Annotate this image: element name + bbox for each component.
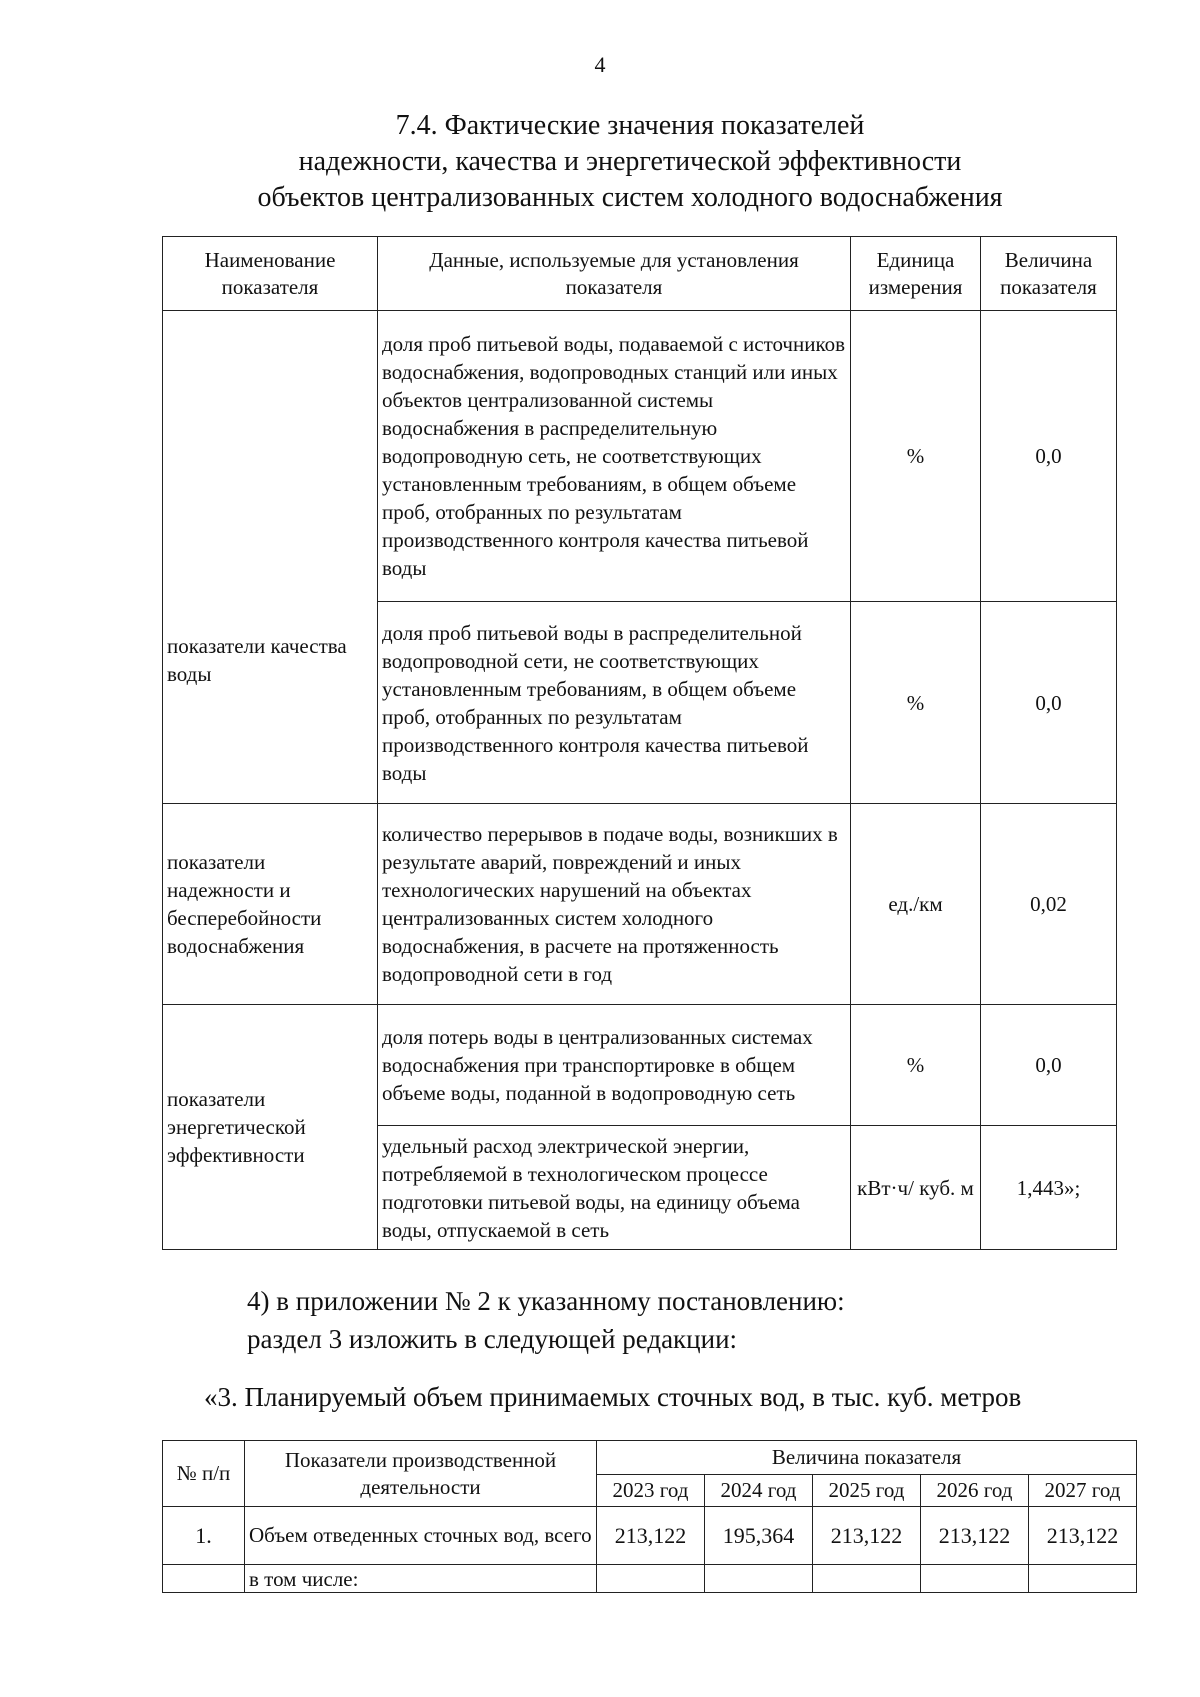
row-unit: %	[851, 1005, 981, 1126]
table-row	[163, 1565, 1137, 1593]
row-value	[921, 1565, 1029, 1593]
row-value: 0,0	[981, 311, 1117, 602]
header-value-group: Величина показателя	[597, 1441, 1137, 1475]
header-year: 2027 год	[1029, 1475, 1137, 1507]
header-year: 2024 год	[705, 1475, 813, 1507]
table-header-row	[163, 237, 1117, 311]
row-description: удельный расход электрической энергии, потребляемой в технологическом процессе подготовки питьевой воды, на единицу объема воды, отпускаемой в сеть	[378, 1126, 851, 1250]
row-value: 0,0	[981, 602, 1117, 804]
header-value: Величина показателя	[981, 237, 1117, 311]
section-title-line: надежности, качества и энергетической эффективности	[298, 146, 962, 177]
section-title	[210, 108, 1050, 216]
section-3-title: «3. Планируемый объем принимаемых сточных вод, в тыс. куб. метров	[204, 1382, 1022, 1412]
row-description: доля проб питьевой воды, подаваемой с источников водоснабжения, водопроводных станций или иных объектов централизованной системы водоснабжения в распределительную водопроводную сеть, не соответствующих установленным требованиям, в общем объеме проб, отобранных по результатам производственного контроля качества питьевой воды	[378, 311, 851, 602]
row-unit: ед./км	[851, 804, 981, 1005]
row-num: 1.	[163, 1507, 245, 1565]
row-unit: %	[851, 311, 981, 602]
row-num	[163, 1565, 245, 1593]
row-description: доля потерь воды в централизованных системах водоснабжения при транспортировке в общем объеме воды, поданной в водопроводную сеть	[378, 1005, 851, 1126]
indicators-table	[162, 236, 1117, 1250]
header-unit: Единица измерения	[851, 237, 981, 311]
row-value	[813, 1565, 921, 1593]
row-value: 213,122	[1029, 1507, 1137, 1565]
row-description: доля проб питьевой воды в распределительной водопроводной сети, не соответствующих установленным требованиям, в общем объеме проб, отобранных по результатам производственного контроля качества питьевой воды	[378, 602, 851, 804]
table-row	[163, 1005, 1117, 1126]
row-value: 213,122	[921, 1507, 1029, 1565]
header-data: Данные, используемые для установления показателя	[378, 237, 851, 311]
table-header-row	[163, 1441, 1137, 1475]
group-name-energy: показатели энергетической эффективности	[163, 1005, 378, 1250]
row-unit: кВт·ч/ куб. м	[851, 1126, 981, 1250]
group-name-reliability: показатели надежности и бесперебойности водоснабжения	[163, 804, 378, 1005]
wastewater-table	[162, 1440, 1137, 1593]
header-year: 2025 год	[813, 1475, 921, 1507]
table-row	[163, 804, 1117, 1005]
row-value: 1,443»;	[981, 1126, 1117, 1250]
row-value: 213,122	[813, 1507, 921, 1565]
section-title-line: объектов централизованных систем холодного водоснабжения	[257, 182, 1003, 213]
group-name-quality: показатели качества воды	[163, 311, 378, 804]
table-row	[163, 311, 1117, 602]
row-value: 0,02	[981, 804, 1117, 1005]
header-year: 2026 год	[921, 1475, 1029, 1507]
row-description: количество перерывов в подаче воды, возникших в результате аварий, повреждений и иных технологических нарушений на объектах централизованных систем холодного водоснабжения, в расчете на протяженность водопроводной сети в год	[378, 804, 851, 1005]
row-value	[597, 1565, 705, 1593]
header-year: 2023 год	[597, 1475, 705, 1507]
amendment-line: 4) в приложении № 2 к указанному постановлению:	[247, 1286, 845, 1316]
row-indicator: в том числе:	[245, 1565, 597, 1593]
header-name: Наименование показателя	[163, 237, 378, 311]
page-number: 4	[594, 52, 606, 77]
row-indicator: Объем отведенных сточных вод, всего	[245, 1507, 597, 1565]
row-value: 213,122	[597, 1507, 705, 1565]
row-value	[1029, 1565, 1137, 1593]
amendment-line: раздел 3 изложить в следующей редакции:	[247, 1324, 738, 1354]
section-title-line: 7.4. Фактические значения показателей	[395, 110, 865, 141]
amendment-paragraph	[247, 1282, 845, 1358]
table-row	[163, 1507, 1137, 1565]
row-value	[705, 1565, 813, 1593]
row-value: 0,0	[981, 1005, 1117, 1126]
row-value: 195,364	[705, 1507, 813, 1565]
row-unit: %	[851, 602, 981, 804]
header-indicator: Показатели производственной деятельности	[245, 1441, 597, 1507]
header-num: № п/п	[163, 1441, 245, 1507]
